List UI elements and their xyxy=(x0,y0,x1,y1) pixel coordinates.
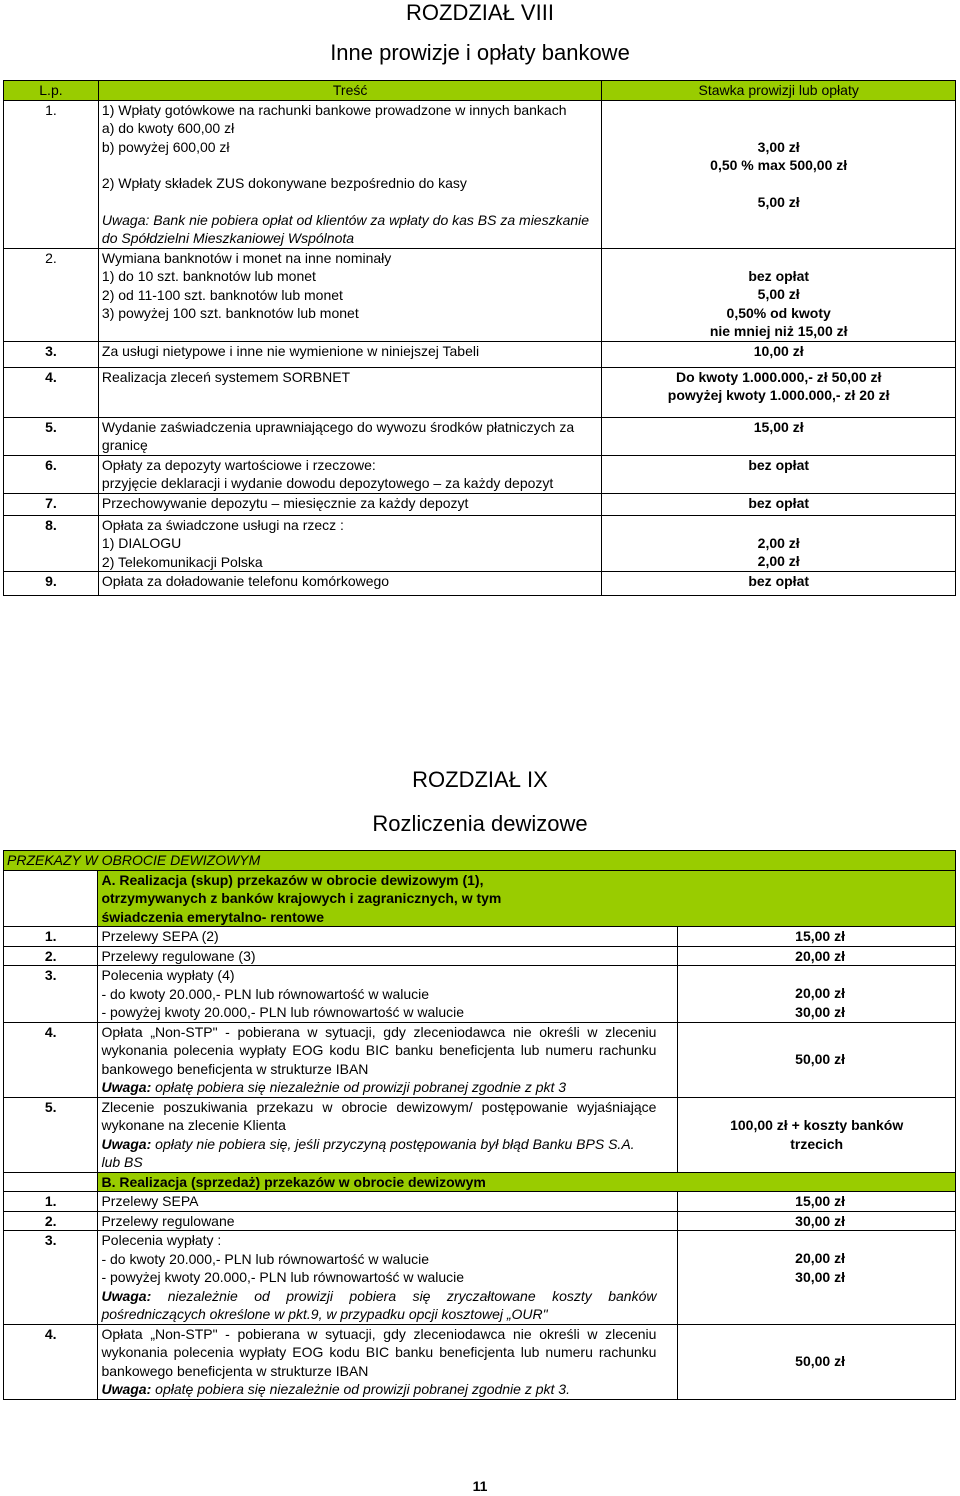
spacer xyxy=(102,156,598,174)
rate-line: 30,00 zł xyxy=(795,1003,845,1020)
table-row xyxy=(4,1324,956,1399)
chapter-8-title: ROZDZIAŁ VIII xyxy=(406,0,554,25)
row-line: Wymiana banknotów i monet na inne nominały xyxy=(101,249,392,266)
fees-table-ch9 xyxy=(3,850,956,1400)
row-content xyxy=(98,1097,678,1172)
row-content xyxy=(98,966,678,1023)
table-row xyxy=(4,572,956,596)
row-rate: 15,00 zł xyxy=(678,1192,956,1212)
row-rate: 10,00 zł xyxy=(602,341,956,367)
fees-table-ch8 xyxy=(3,80,956,596)
rate-line: 20,00 zł xyxy=(795,985,845,1001)
row-line: Polecenia wypłaty : xyxy=(101,1232,222,1248)
table-row xyxy=(4,248,956,341)
row-rate xyxy=(602,248,956,341)
table-row xyxy=(4,515,956,572)
row-content xyxy=(98,515,601,572)
note-label: Uwaga: xyxy=(101,1079,152,1095)
row-content xyxy=(98,248,601,341)
table-row xyxy=(4,1211,956,1231)
row-content xyxy=(98,100,601,248)
table-row xyxy=(4,1022,956,1097)
chapter-8-subtitle: Inne prowizje i opłaty bankowe xyxy=(330,40,630,65)
page-number: 11 xyxy=(472,1478,488,1494)
row-line: Opłata „Non-STP" - pobierana w sytuacji, gdy zleceniodawca nie określi w zleceniu wykonania polecenia wypłaty EOG kodu BIC banku beneficjenta lub numeru rachunku bankowego beneficjenta w strukturze IBAN xyxy=(101,1325,657,1379)
header-rate: Stawka prowizji lub opłaty xyxy=(602,81,956,101)
row-number: 3. xyxy=(4,966,98,1023)
section-header-row xyxy=(4,851,956,871)
row-rate: bez opłat xyxy=(602,572,956,596)
row-number: 1. xyxy=(4,1192,98,1212)
table-header-row xyxy=(4,81,956,101)
table-row xyxy=(4,927,956,947)
row-number: 3. xyxy=(4,341,99,367)
table-row xyxy=(4,417,956,455)
note-text: opłatę pobiera się niezależnie od prowizji pobranej zgodnie z pkt 3. xyxy=(155,1381,570,1397)
spacer xyxy=(605,249,952,267)
row-number: 2. xyxy=(4,946,98,966)
row-content: Realizacja zleceń systemem SORBNET xyxy=(98,367,601,417)
row-rate: bez opłat xyxy=(602,493,956,515)
row-rate xyxy=(678,1097,956,1172)
header-content: Treść xyxy=(98,81,601,101)
rate-line: 2,00 zł xyxy=(757,534,800,551)
row-number: 7. xyxy=(4,493,99,515)
row-content: Przelewy SEPA xyxy=(98,1192,678,1212)
row-line: 2) Telekomunikacji Polska xyxy=(101,553,263,570)
blank-cell xyxy=(4,1172,98,1192)
row-rate: 15,00 zł xyxy=(602,417,956,455)
note-text: opłatę pobiera się niezależnie od prowizji pobranej zgodnie z pkt 3 xyxy=(155,1079,567,1095)
table-row xyxy=(4,1097,956,1172)
part-a-label xyxy=(98,870,956,927)
chapter-9-title: ROZDZIAŁ IX xyxy=(412,767,548,792)
table-row xyxy=(4,946,956,966)
note-label: Uwaga: xyxy=(101,1135,152,1152)
part-b-label: B. Realizacja (sprzedaż) przekazów w obrocie dewizowym xyxy=(98,1172,956,1192)
chapter-9-subtitle: Rozliczenia dewizowe xyxy=(372,811,588,836)
row-line: Opłaty za depozyty wartościowe i rzeczowe: xyxy=(101,456,376,473)
row-content: Przechowywanie depozytu – miesięcznie za każdy depozyt xyxy=(98,493,601,515)
row-number: 4. xyxy=(4,1324,98,1399)
row-number: 9. xyxy=(4,572,99,596)
row-number: 2. xyxy=(4,1211,98,1231)
rate-line: bez opłat xyxy=(748,267,810,284)
row-rate: bez opłat xyxy=(602,455,956,493)
rate-line: 20,00 zł xyxy=(795,1250,845,1266)
row-rate xyxy=(602,367,956,417)
rate-line: Do kwoty 1.000.000,- zł 50,00 zł xyxy=(675,368,882,385)
row-line: 2) od 11-100 szt. banknotów lub monet xyxy=(101,286,343,303)
row-line: - powyżej kwoty 20.000,- PLN lub równowartość w walucie xyxy=(101,1269,465,1285)
header-lp: L.p. xyxy=(4,81,99,101)
spacer xyxy=(102,193,598,211)
row-content xyxy=(98,455,601,493)
row-line: - do kwoty 20.000,- PLN lub równowartość w walucie xyxy=(101,985,430,1002)
row-rate: 50,00 zł xyxy=(678,1022,956,1097)
rate-line: 5,00 zł xyxy=(757,193,800,210)
table-row xyxy=(4,1192,956,1212)
rate-line: 0,50% od kwoty xyxy=(726,304,831,321)
row-number: 8. xyxy=(4,515,99,572)
row-number: 5. xyxy=(4,417,99,455)
row-number: 1. xyxy=(4,100,99,248)
row-number: 6. xyxy=(4,455,99,493)
row-number: 3. xyxy=(4,1231,98,1325)
row-rate: 15,00 zł xyxy=(678,927,956,947)
row-line: 1) do 10 szt. banknotów lub monet xyxy=(101,268,316,284)
row-line: a) do kwoty 600,00 zł xyxy=(101,120,235,136)
row-line: 1) Wpłaty gotówkowe na rachunki bankowe prowadzone w innych bankach xyxy=(101,101,567,118)
row-content: Przelewy SEPA (2) xyxy=(98,927,678,947)
note-text: niezależnie od prowizji pobiera się zryczałtowane koszty banków pośredniczących określone w pkt.9, w przypadku opcji kosztowej „OUR" xyxy=(101,1287,657,1322)
table-row xyxy=(4,1231,956,1325)
rate-text: 100,00 zł + koszty banków trzecich xyxy=(730,1117,904,1152)
row-line: Zlecenie poszukiwania przekazu w obrocie dewizowym/ postępowanie wyjaśniające wykonane na zlecenie Klienta xyxy=(101,1098,657,1133)
row-line: - do kwoty 20.000,- PLN lub równowartość w walucie xyxy=(101,1250,430,1267)
row-number: 2. xyxy=(4,248,99,341)
row-rate xyxy=(678,1231,956,1325)
row-line: b) powyżej 600,00 zł xyxy=(101,138,230,155)
table-row xyxy=(4,341,956,367)
row-line: przyjęcie deklaracji i wydanie dowodu depozytowego – za każdy depozyt xyxy=(101,475,554,491)
row-number: 4. xyxy=(4,367,99,417)
rate-line: 3,00 zł xyxy=(757,138,800,155)
part-a-text: A. Realizacja (skup) przekazów w obrocie dewizowym (1), otrzymywanych z banków krajowych i zagranicznych, w tym świadczenia emerytalno- rentowe xyxy=(101,871,502,925)
spacer xyxy=(605,101,952,138)
table-row xyxy=(4,367,956,417)
row-rate xyxy=(602,515,956,572)
row-number: 5. xyxy=(4,1097,98,1172)
rate-line: powyżej kwoty 1.000.000,- zł 20 zł xyxy=(667,387,890,403)
note-label: Uwaga: xyxy=(101,1287,152,1304)
spacer xyxy=(681,966,845,984)
table-row xyxy=(4,100,956,248)
rate-line: 0,50 % max 500,00 zł xyxy=(710,157,848,173)
row-content xyxy=(98,1324,678,1399)
row-rate: 30,00 zł xyxy=(678,1211,956,1231)
row-content: Wydanie zaświadczenia uprawniającego do wywozu środków płatniczych za granicę xyxy=(98,417,601,455)
part-b-row xyxy=(4,1172,956,1192)
table-row xyxy=(4,966,956,1023)
row-content: Przelewy regulowane (3) xyxy=(98,946,678,966)
rate-line: 30,00 zł xyxy=(795,1268,845,1285)
row-content: Opłata za doładowanie telefonu komórkowego xyxy=(98,572,601,596)
spacer xyxy=(681,1231,845,1249)
part-a-row xyxy=(4,870,956,927)
rate-line: nie mniej niż 15,00 zł xyxy=(709,323,848,339)
spacer xyxy=(605,175,952,193)
row-rate xyxy=(602,100,956,248)
row-rate xyxy=(678,966,956,1023)
table-row xyxy=(4,493,956,515)
row-line: 1) DIALOGU xyxy=(101,535,182,551)
spacer xyxy=(605,516,952,534)
row-rate: 20,00 zł xyxy=(678,946,956,966)
row-line: Opłata za świadczone usługi na rzecz : xyxy=(101,516,344,533)
row-note: Uwaga: Bank nie pobiera opłat od klientów za wpłaty do kas BS za mieszkanie do Spółdzielni Mieszkaniowej Wspólnota xyxy=(101,211,590,246)
table-row xyxy=(4,455,956,493)
row-line: - powyżej kwoty 20.000,- PLN lub równowartość w walucie xyxy=(101,1004,465,1020)
row-content xyxy=(98,1022,678,1097)
row-line: Polecenia wypłaty (4) xyxy=(101,967,235,983)
row-line: 3) powyżej 100 szt. banknotów lub monet xyxy=(101,305,359,321)
rate-line: 2,00 zł xyxy=(757,553,800,569)
blank-cell xyxy=(4,870,98,927)
row-line: Opłata „Non-STP" - pobierana w sytuacji, gdy zleceniodawca nie określi w zleceniu wykonania polecenia wypłaty EOG kodu BIC banku beneficjenta lub numeru rachunku bankowego beneficjenta w strukturze IBAN xyxy=(101,1023,657,1077)
row-content: Za usługi nietypowe i inne nie wymienione w niniejszej Tabeli xyxy=(98,341,601,367)
note-text: opłaty nie pobiera się, jeśli przyczyną postępowania był błąd Banku BPS S.A. lub BS xyxy=(101,1135,635,1170)
section-label: PRZEKAZY W OBROCIE DEWIZOWYM xyxy=(4,851,956,871)
row-line: 2) Wpłaty składek ZUS dokonywane bezpośrednio do kasy xyxy=(101,175,467,191)
row-rate: 50,00 zł xyxy=(678,1324,956,1399)
row-number: 1. xyxy=(4,927,98,947)
row-content: Przelewy regulowane xyxy=(98,1211,678,1231)
note-label: Uwaga: xyxy=(101,1381,152,1397)
row-number: 4. xyxy=(4,1022,98,1097)
row-content xyxy=(98,1231,678,1325)
rate-line: 5,00 zł xyxy=(757,286,800,302)
